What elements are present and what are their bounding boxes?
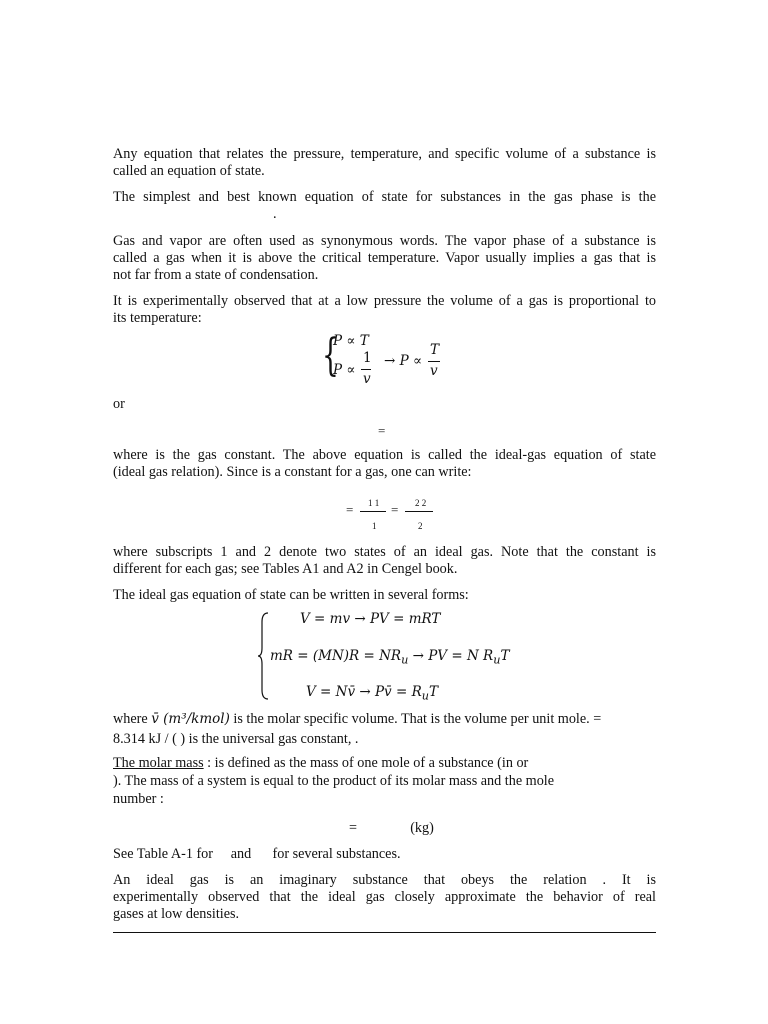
equation-form-3-part: T (429, 684, 439, 700)
text-fragment: is the molar specific volume. That is the volume per unit mole. = (229, 711, 602, 727)
paragraph-several-forms (113, 587, 656, 604)
text-line: Any equation that relates the pressure, temperature, and specific volume of a substance is (113, 146, 656, 162)
text-line: where subscripts 1 and 2 denote two states of an ideal gas. Note that the constant is (113, 544, 656, 560)
text-line: The ideal gas equation of state can be written in several forms: (113, 587, 469, 603)
paragraph-experimental-observation (113, 293, 656, 327)
equation-form-2-part: T (500, 648, 510, 664)
paragraph-molar-mass-line3: number : (113, 791, 164, 807)
equation-form-2-part: → PV = N R (408, 648, 494, 664)
text-line: The simplest and best known equation of state for substances in the gas phase is the (113, 189, 656, 205)
text-line: where is the gas constant. The above equation is called the ideal-gas equation of state (113, 447, 656, 463)
ratio-numerator-2: 2 2 (415, 498, 427, 508)
ratio-denominator-2: 2 (418, 521, 423, 531)
paragraph-molar-volume-line2: 8.314 kJ / ( ) is the universal gas constant, . (113, 731, 359, 747)
ratio-denominator-1: 1 (372, 521, 377, 531)
text-line: Gas and vapor are often used as synonymous words. The vapor phase of a substance is (113, 233, 656, 249)
paragraph-gas-vapor (113, 233, 656, 284)
equation-ideal-gas-equals: = (378, 423, 386, 438)
text-line: different for each gas; see Tables A1 and A2 in Cengel book. (113, 561, 458, 577)
text-line: not far from a state of condensation. (113, 267, 319, 283)
text-line: It is experimentally observed that at a low pressure the volume of a gas is proportional to (113, 293, 656, 309)
equation-form-1: V = mv → PV = mRT (300, 611, 441, 627)
fraction-bar (405, 511, 433, 512)
equation-form-3 (306, 684, 438, 703)
fraction-denominator: v (363, 371, 371, 387)
fraction-bar (360, 511, 386, 512)
text-line: gases at low densities. (113, 906, 240, 922)
paragraph-simplest-equation (113, 189, 656, 223)
equation-implies-p-prop: → P ∝ (384, 353, 423, 369)
paragraph-equation-of-state (113, 146, 656, 180)
molar-mass-label: The molar mass (113, 755, 204, 771)
paragraph-ideal-gas-definition (113, 872, 656, 923)
subscript-u: u (401, 653, 409, 667)
text-line: called an equation of state. (113, 163, 265, 179)
fraction-numerator: 1 (363, 350, 372, 366)
paragraph-molar-volume-line1 (113, 711, 601, 728)
text-fragment: where (113, 711, 152, 727)
equation-p-prop-t: P ∝ T (333, 333, 369, 349)
fraction-numerator: T (430, 342, 440, 358)
equation-form-3-part: V = Nv̄ → Pv̄ = R (306, 684, 422, 700)
subscript-u: u (421, 689, 429, 703)
math-molar-volume: v̄ (m³/kmol) (151, 711, 230, 727)
equation-mass-molar: = (kg) (349, 820, 434, 836)
equation-p-prop-inv-v: P ∝ (333, 362, 356, 378)
equation-form-2 (270, 648, 509, 667)
text-line: experimentally observed that the ideal gas closely approximate the behavior of real (113, 889, 656, 905)
equation-form-2-part: mR = (MN)R = NR (270, 648, 402, 664)
ratio-numerator-1: 1 1 (368, 498, 380, 508)
paragraph-gas-constant (113, 447, 656, 481)
fraction-bar (428, 361, 440, 362)
large-left-brace-icon (256, 612, 270, 700)
paragraph-subscripts (113, 544, 656, 578)
text-line: or (113, 396, 125, 412)
paragraph-or (113, 396, 656, 413)
fraction-bar (361, 369, 371, 370)
ratio-equals-2: = (391, 502, 399, 517)
fraction-denominator: v (430, 363, 438, 379)
paragraph-molar-mass-line2: ). The mass of a system is equal to the product of its molar mass and the mole (113, 773, 555, 789)
paragraph-see-table: See Table A-1 for and for several substances. (113, 846, 401, 862)
text-line: its temperature: (113, 310, 202, 326)
text-fragment: : is defined as the mass of one mole of a substance (in or (203, 755, 529, 771)
text-line: . (273, 206, 277, 222)
paragraph-molar-mass-line1 (113, 755, 528, 772)
text-line: called a gas when it is above the critical temperature. Vapor usually implies a gas that is (113, 250, 656, 266)
subscript-u: u (493, 653, 501, 667)
ratio-equals-1: = (346, 502, 354, 517)
left-brace-icon: { (322, 330, 339, 381)
text-line: (ideal gas relation). Since is a constant for a gas, one can write: (113, 464, 472, 480)
footer-divider (113, 932, 656, 933)
text-line: An ideal gas is an imaginary substance that obeys the relation . It is (113, 872, 656, 888)
